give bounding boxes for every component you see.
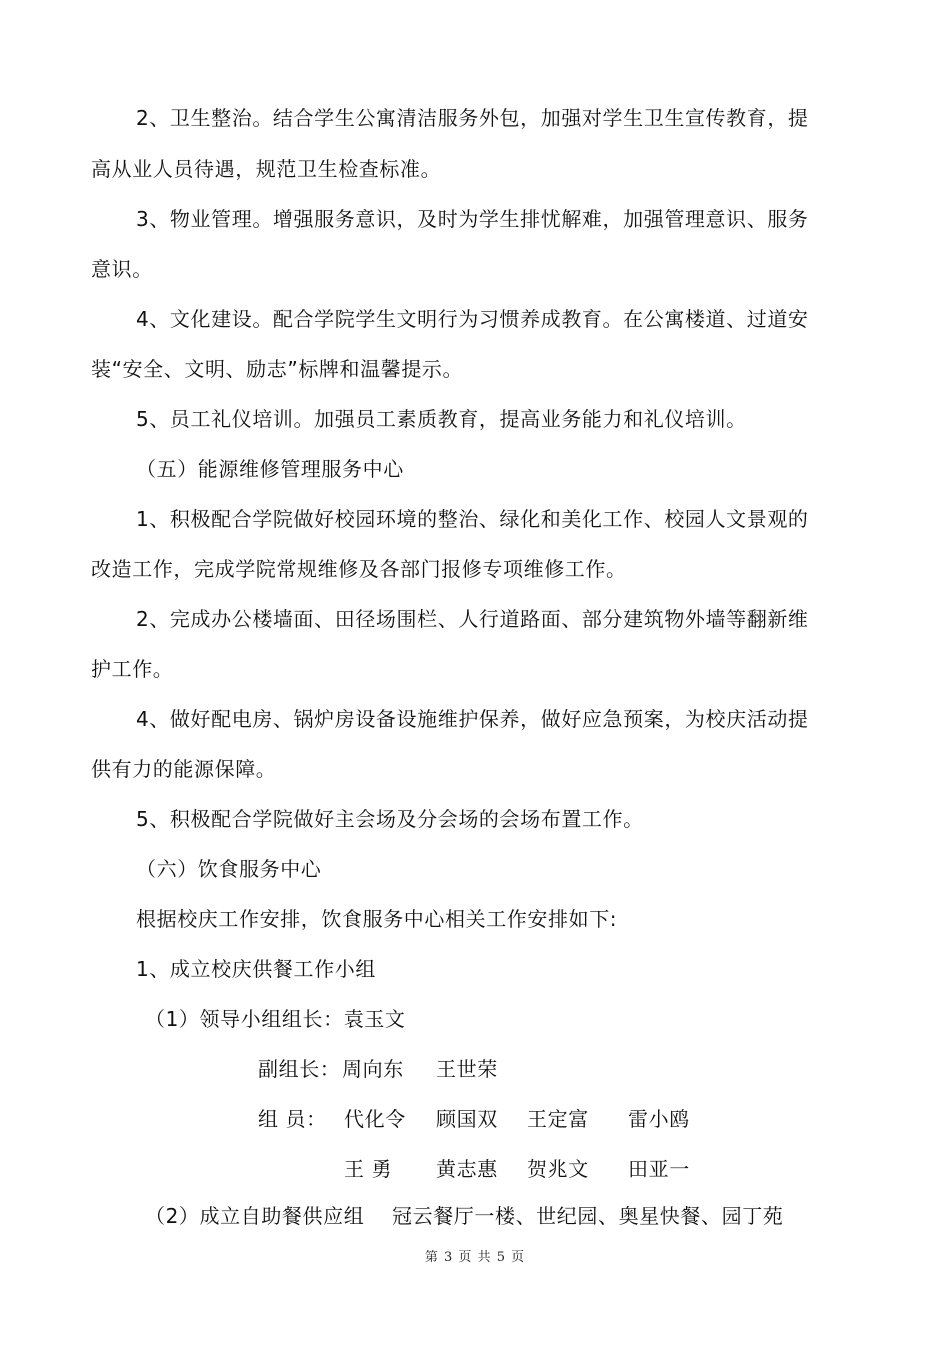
member-name: 代化令 (344, 1107, 406, 1131)
deputy-row (0, 1056, 950, 1082)
deputy-name: 王世荣 (436, 1057, 498, 1081)
deputy-name: 周向东 (342, 1057, 404, 1081)
para-3-property-line2: 意识。 (91, 257, 153, 281)
catering-intro: 根据校庆工作安排，饮食服务中心相关工作安排如下: (136, 907, 618, 931)
member-name: 贺兆文 (527, 1157, 589, 1181)
para-4-culture-line2: 装“安全、文明、励志”标牌和温馨提示。 (91, 357, 464, 381)
members-row-2 (0, 1156, 950, 1182)
member-name: 王定富 (527, 1107, 589, 1131)
buffet-label: （2）成立自助餐供应组 (145, 1204, 365, 1228)
member-name: 田亚一 (628, 1157, 690, 1181)
energy-item-4-line2: 供有力的能源保障。 (91, 757, 277, 781)
members-label: 组 员： (258, 1107, 327, 1131)
energy-item-2-line2: 护工作。 (91, 657, 174, 681)
member-name: 黄志惠 (436, 1157, 498, 1181)
para-4-culture-line1: 4、文化建设。配合学院学生文明行为习惯养成教育。在公寓楼道、过道安 (136, 307, 809, 331)
members-row-1 (0, 1106, 950, 1132)
buffet-venues: 冠云餐厅一楼、世纪园、奥星快餐、园丁苑 (392, 1204, 784, 1228)
para-2-hygiene-line1: 2、卫生整治。结合学生公寓清洁服务外包，加强对学生卫生宣传教育，提 (136, 106, 809, 130)
para-5-training: 5、员工礼仪培训。加强员工素质教育，提高业务能力和礼仪培训。 (136, 407, 747, 431)
energy-item-2-line1: 2、完成办公楼墙面、田径场围栏、人行道路面、部分建筑物外墙等翻新维 (136, 607, 809, 631)
buffet-row (0, 1203, 950, 1229)
deputy-label: 副组长： (258, 1057, 341, 1081)
section-5-heading: （五）能源维修管理服务中心 (136, 457, 404, 481)
section-6-heading: （六）饮食服务中心 (136, 857, 322, 881)
para-3-property-line1: 3、物业管理。增强服务意识，及时为学生排忧解难，加强管理意识、服务 (136, 207, 809, 231)
member-name: 顾国双 (436, 1107, 498, 1131)
catering-item-1: 1、成立校庆供餐工作小组 (136, 957, 376, 981)
energy-item-5: 5、积极配合学院做好主会场及分会场的会场布置工作。 (136, 807, 644, 831)
energy-item-1-line2: 改造工作，完成学院常规维修及各部门报修专项维修工作。 (91, 557, 627, 581)
page-footer: 第 3 页 共 5 页 (424, 1250, 526, 1265)
para-2-hygiene-line2: 高从业人员待遇，规范卫生检查标准。 (91, 157, 442, 181)
member-name: 雷小鸥 (628, 1107, 690, 1131)
energy-item-4-line1: 4、做好配电房、锅炉房设备设施维护保养，做好应急预案，为校庆活动提 (136, 707, 809, 731)
member-name: 王 勇 (344, 1157, 393, 1181)
energy-item-1-line1: 1、积极配合学院做好校园环境的整治、绿化和美化工作、校园人文景观的 (136, 507, 809, 531)
leader-line: （1）领导小组组长：袁玉文 (145, 1007, 406, 1031)
